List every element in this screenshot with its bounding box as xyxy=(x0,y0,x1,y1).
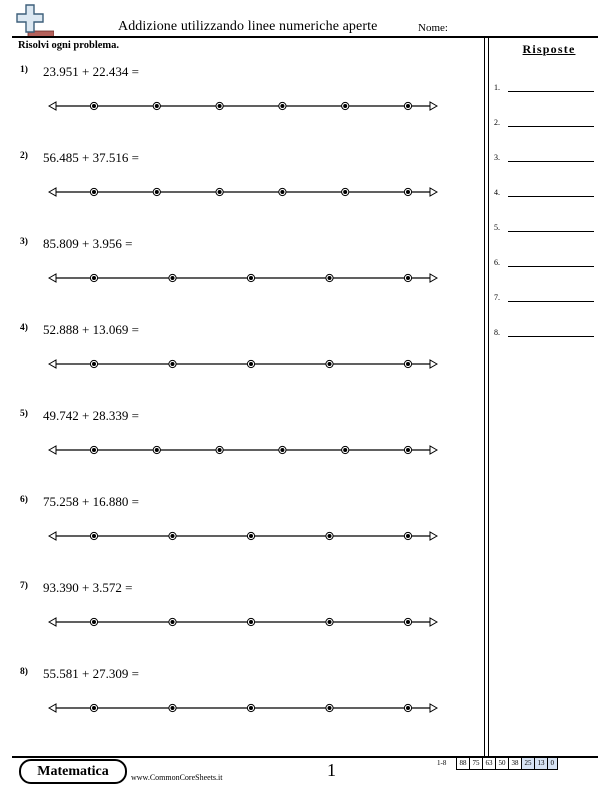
left-arrow-icon xyxy=(49,618,56,626)
right-arrow-icon xyxy=(430,446,437,454)
number-line-point xyxy=(342,446,349,453)
problem-number: 8) xyxy=(20,667,28,677)
subject-badge: Matematica xyxy=(19,759,127,784)
answer-blank-line[interactable] xyxy=(508,196,594,197)
number-line-point xyxy=(404,102,411,109)
right-arrow-icon xyxy=(430,618,437,626)
right-arrow-icon xyxy=(430,102,437,110)
answer-row[interactable] xyxy=(494,177,598,197)
answer-row[interactable] xyxy=(494,107,598,127)
problem-item xyxy=(18,318,458,400)
left-arrow-icon xyxy=(49,704,56,712)
left-arrow-icon xyxy=(49,360,56,368)
number-line-point xyxy=(169,618,176,625)
score-cell: 50 xyxy=(496,757,509,770)
number-line-point xyxy=(153,102,160,109)
answer-number: 4. xyxy=(494,188,500,197)
problem-expression: 23.951 + 22.434 = xyxy=(43,64,139,79)
score-cell: 88 xyxy=(457,757,470,770)
number-line xyxy=(48,184,438,200)
number-line-point xyxy=(153,188,160,195)
number-line-point xyxy=(404,188,411,195)
problem-item xyxy=(18,146,458,228)
answers-title: Risposte xyxy=(522,42,576,56)
number-line xyxy=(48,356,438,372)
answer-blank-line[interactable] xyxy=(508,91,594,92)
problem-expression: 75.258 + 16.880 = xyxy=(43,494,139,509)
score-cell: 0 xyxy=(548,757,558,770)
answer-blank-line[interactable] xyxy=(508,266,594,267)
problem-item xyxy=(18,232,458,314)
problem-expression: 49.742 + 28.339 = xyxy=(43,408,139,423)
number-line-point xyxy=(279,446,286,453)
number-line-point xyxy=(247,274,254,281)
answer-row[interactable] xyxy=(494,282,598,302)
answer-row[interactable] xyxy=(494,212,598,232)
column-divider-right xyxy=(488,36,489,756)
number-line-point xyxy=(326,274,333,281)
number-line-point xyxy=(404,618,411,625)
problem-number: 1) xyxy=(20,65,28,75)
problem-number: 7) xyxy=(20,581,28,591)
number-line-point xyxy=(90,704,97,711)
number-line-point xyxy=(169,360,176,367)
number-line-point xyxy=(90,360,97,367)
number-line-point xyxy=(404,360,411,367)
number-line-point xyxy=(90,618,97,625)
score-cell: 13 xyxy=(535,757,548,770)
answer-number: 7. xyxy=(494,293,500,302)
left-arrow-icon xyxy=(49,532,56,540)
score-cell: 25 xyxy=(522,757,535,770)
answer-blank-line[interactable] xyxy=(508,231,594,232)
answer-blank-line[interactable] xyxy=(508,301,594,302)
number-line-point xyxy=(153,446,160,453)
number-line-point xyxy=(404,446,411,453)
number-line-point xyxy=(247,618,254,625)
site-url: www.CommonCoreSheets.it xyxy=(131,773,223,782)
worksheet-title: Addizione utilizzando linee numeriche aperte xyxy=(118,19,378,34)
problem-item xyxy=(18,60,458,142)
answer-number: 1. xyxy=(494,83,500,92)
left-arrow-icon xyxy=(49,102,56,110)
number-line-point xyxy=(216,188,223,195)
number-line-point xyxy=(169,274,176,281)
number-line-point xyxy=(90,188,97,195)
number-line-point xyxy=(90,446,97,453)
number-line xyxy=(48,98,438,114)
left-arrow-icon xyxy=(49,446,56,454)
number-line-point xyxy=(247,704,254,711)
number-line-point xyxy=(169,532,176,539)
number-line-point xyxy=(326,618,333,625)
number-line-point xyxy=(342,188,349,195)
number-line-point xyxy=(342,102,349,109)
problem-expression: 56.485 + 37.516 = xyxy=(43,150,139,165)
answer-number: 3. xyxy=(494,153,500,162)
answer-row[interactable] xyxy=(494,142,598,162)
name-label: Nome: xyxy=(418,22,448,34)
number-line-point xyxy=(169,704,176,711)
number-line-point xyxy=(90,274,97,281)
answer-number: 8. xyxy=(494,328,500,337)
number-line xyxy=(48,614,438,630)
problem-item xyxy=(18,490,458,572)
number-line xyxy=(48,270,438,286)
answer-blank-line[interactable] xyxy=(508,126,594,127)
number-line-point xyxy=(90,102,97,109)
header-divider xyxy=(12,36,598,38)
problem-expression: 85.809 + 3.956 = xyxy=(43,236,133,251)
number-line-point xyxy=(247,532,254,539)
problem-item xyxy=(18,576,458,658)
number-line-point xyxy=(326,704,333,711)
problem-number: 2) xyxy=(20,151,28,161)
page-number: 1 xyxy=(327,760,336,780)
answer-row[interactable] xyxy=(494,72,598,92)
score-cell: 75 xyxy=(470,757,483,770)
answer-number: 2. xyxy=(494,118,500,127)
answer-row[interactable] xyxy=(494,317,598,337)
right-arrow-icon xyxy=(430,188,437,196)
number-line-point xyxy=(404,704,411,711)
number-line-point xyxy=(326,532,333,539)
right-arrow-icon xyxy=(430,704,437,712)
right-arrow-icon xyxy=(430,274,437,282)
problem-number: 5) xyxy=(20,409,28,419)
answer-blank-line[interactable] xyxy=(508,336,594,337)
answer-blank-line[interactable] xyxy=(508,161,594,162)
answer-number: 6. xyxy=(494,258,500,267)
number-line-point xyxy=(326,360,333,367)
number-line-point xyxy=(404,532,411,539)
problem-item xyxy=(18,662,458,744)
number-line-point xyxy=(216,102,223,109)
number-line xyxy=(48,700,438,716)
left-arrow-icon xyxy=(49,188,56,196)
instructions: Risolvi ogni problema. xyxy=(18,40,120,51)
column-divider-left xyxy=(484,36,485,756)
score-cell: 63 xyxy=(483,757,496,770)
right-arrow-icon xyxy=(430,532,437,540)
score-range: 1-8 xyxy=(437,759,447,767)
answer-row[interactable] xyxy=(494,247,598,267)
problem-number: 4) xyxy=(20,323,28,333)
number-line-point xyxy=(247,360,254,367)
left-arrow-icon xyxy=(49,274,56,282)
number-line-point xyxy=(216,446,223,453)
problem-expression: 52.888 + 13.069 = xyxy=(43,322,139,337)
number-line xyxy=(48,442,438,458)
score-table xyxy=(456,757,558,770)
number-line xyxy=(48,528,438,544)
problem-expression: 93.390 + 3.572 = xyxy=(43,580,133,595)
plus-logo-icon xyxy=(16,4,54,38)
problem-number: 3) xyxy=(20,237,28,247)
number-line-point xyxy=(279,102,286,109)
number-line-point xyxy=(90,532,97,539)
answer-number: 5. xyxy=(494,223,500,232)
problem-number: 6) xyxy=(20,495,28,505)
number-line-point xyxy=(279,188,286,195)
right-arrow-icon xyxy=(430,360,437,368)
score-cell: 38 xyxy=(509,757,522,770)
problem-item xyxy=(18,404,458,486)
problem-expression: 55.581 + 27.309 = xyxy=(43,666,139,681)
number-line-point xyxy=(404,274,411,281)
